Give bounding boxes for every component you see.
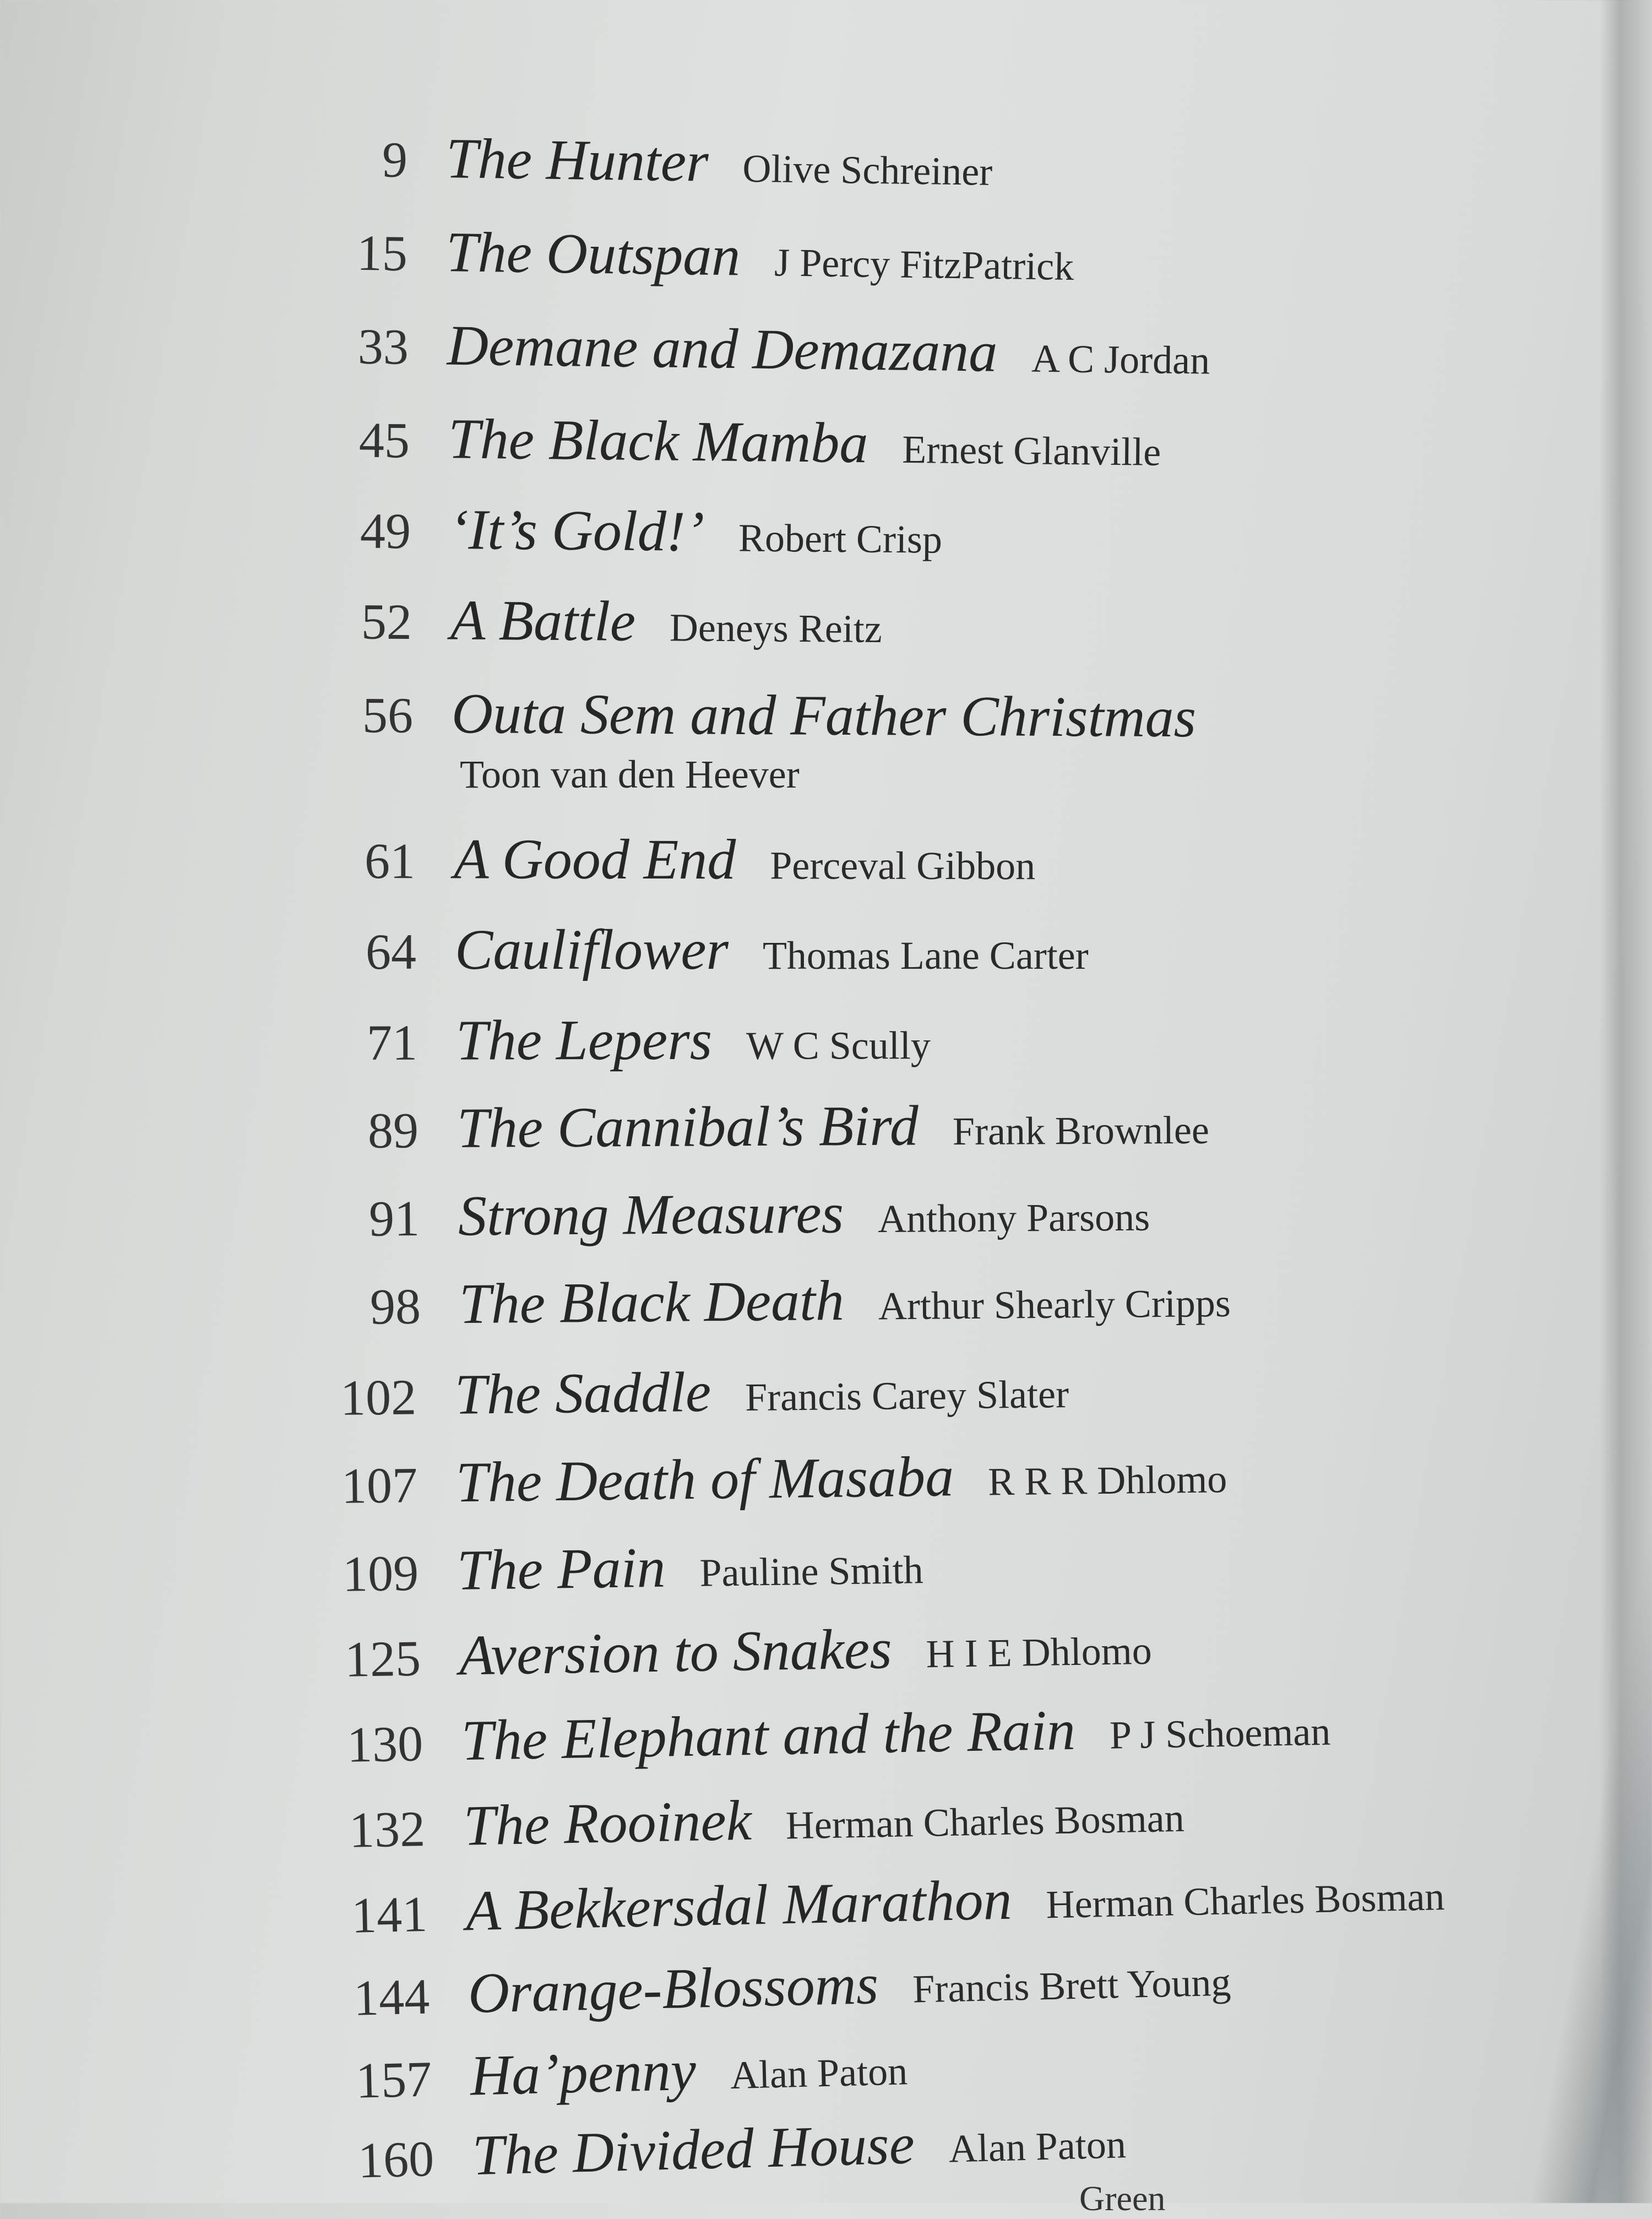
- cutoff-text: Green: [1079, 2179, 1166, 2218]
- toc-page-number: 61: [364, 833, 416, 889]
- toc-story-title: A Bekkersdal Marathon: [465, 1868, 1013, 1943]
- toc-story-title: The Saddle: [454, 1360, 711, 1426]
- toc-author: Perceval Gibbon: [770, 843, 1036, 888]
- toc-page-number: 132: [349, 1800, 426, 1858]
- toc-entry: [338, 1612, 1152, 1690]
- toc-page-number: 33: [357, 318, 409, 375]
- toc-story-title: The Elephant and the Rain: [460, 1698, 1076, 1773]
- toc-story-title: The Black Mamba: [448, 407, 869, 475]
- toc-page-number: 64: [366, 924, 416, 980]
- toc-entry: [344, 1858, 1446, 1946]
- toc-story-title: The Pain: [457, 1536, 666, 1602]
- toc-entry: [333, 826, 1035, 893]
- toc-author: Arthur Shearly Cripps: [878, 1281, 1231, 1328]
- toc-author: Alan Paton: [948, 2122, 1127, 2171]
- toc-author: Anthony Parsons: [877, 1195, 1150, 1241]
- toc-author: Alan Paton: [730, 2049, 908, 2098]
- toc-page-number: 56: [362, 687, 414, 744]
- toc-entry: [324, 218, 1074, 294]
- toc-author: Francis Carey Slater: [745, 1372, 1069, 1420]
- toc-page-number: 107: [341, 1457, 418, 1514]
- toc-story-title: The Rooinek: [463, 1788, 752, 1858]
- toc-entry: [329, 587, 883, 656]
- toc-entry: [336, 1092, 1209, 1162]
- toc-author: Toon van den Heever: [460, 752, 800, 796]
- toc-entry: [342, 1779, 1185, 1861]
- toc-story-title: Strong Measures: [458, 1181, 844, 1248]
- toc-story-title: ‘It’s Gold!’: [449, 497, 705, 563]
- toc-author: W C Scully: [746, 1023, 931, 1068]
- toc-author: A C Jordan: [1031, 336, 1210, 383]
- toc-entry: [325, 311, 1210, 388]
- toc-story-title: A Good End: [453, 827, 736, 892]
- toc-entry: [328, 496, 942, 567]
- toc-author: Francis Brett Young: [912, 1960, 1232, 2011]
- toc-page-number: 130: [346, 1715, 423, 1773]
- toc-page-number: 49: [360, 502, 411, 560]
- toc-page-number: 15: [356, 224, 408, 282]
- toc-entry: [349, 2032, 909, 2112]
- toc-author: Olive Schreiner: [742, 146, 993, 194]
- toc-author: Herman Charles Bosman: [785, 1795, 1185, 1848]
- toc-page-number: 157: [355, 2050, 433, 2109]
- toc-page-number: 52: [361, 593, 412, 650]
- toc-entry: [335, 1007, 931, 1073]
- toc-page-number: 160: [357, 2130, 435, 2189]
- toc-entry: [330, 680, 1197, 750]
- toc-author: Ernest Glanville: [901, 427, 1161, 474]
- toc-page-number: 125: [344, 1630, 421, 1688]
- toc-story-title: The Lepers: [455, 1008, 713, 1072]
- toc-page-number: 144: [352, 1968, 431, 2026]
- toc-author: R R R Dhlomo: [987, 1457, 1227, 1504]
- toc-story-title: Ha’penny: [469, 2038, 697, 2108]
- toc-page-number: 45: [358, 411, 410, 469]
- toc-page-number: 91: [368, 1190, 420, 1247]
- toc-story-title: Demane and Demazana: [447, 313, 998, 384]
- toc-entry: [337, 1179, 1150, 1250]
- toc-entry: [334, 917, 1089, 983]
- toc-story-title: The Death of Masaba: [455, 1445, 954, 1515]
- toc-story-title: Orange-Blossoms: [467, 1952, 879, 2025]
- toc-author: H I E Dhlomo: [926, 1628, 1153, 1677]
- toc-author: Deneys Reitz: [669, 605, 883, 652]
- page-gutter-shadow: [1600, 0, 1652, 2203]
- toc-story-title: The Hunter: [445, 127, 709, 194]
- toc-author: J Percy FitzPatrick: [774, 240, 1074, 289]
- toc-page-number: 71: [366, 1014, 418, 1071]
- toc-page-number: 141: [351, 1885, 428, 1944]
- toc-author: Thomas Lane Carter: [762, 934, 1089, 978]
- toc-page-number: 89: [367, 1102, 419, 1159]
- toc-story-title: The Divided House: [471, 2112, 916, 2188]
- toc-entry: [333, 1355, 1069, 1429]
- toc-story-title: The Black Death: [459, 1268, 845, 1336]
- toc-story-title: Aversion to Snakes: [459, 1617, 893, 1688]
- toc-author: Herman Charles Bosman: [1045, 1874, 1446, 1927]
- toc-entry: [335, 1531, 923, 1605]
- toc-story-title: The Cannibal’s Bird: [457, 1094, 919, 1160]
- toc-entry: [327, 405, 1161, 479]
- toc-author: Pauline Smith: [699, 1548, 924, 1595]
- toc-author: P J Schoeman: [1109, 1709, 1331, 1757]
- toc-entry: [350, 2106, 1127, 2191]
- toc-author: Frank Brownlee: [952, 1108, 1210, 1154]
- toc-entry: [334, 1440, 1227, 1517]
- toc-story-title: A Battle: [450, 588, 636, 653]
- toc-entry: [324, 124, 993, 199]
- toc-story-title: Outa Sem and Father Christmas: [451, 682, 1197, 750]
- toc-page-number: 102: [340, 1369, 417, 1426]
- toc-page-number: 109: [342, 1544, 419, 1602]
- toc-author: Robert Crisp: [738, 516, 943, 562]
- toc-page-number: 9: [382, 131, 408, 188]
- toc-story-title: The Outspan: [445, 220, 741, 288]
- toc-entry: [346, 1944, 1232, 2029]
- toc-entry: [338, 1265, 1231, 1338]
- toc-page-number: 98: [369, 1278, 421, 1335]
- toc-story-title: Cauliflower: [455, 918, 729, 981]
- toc-entry: [340, 1693, 1331, 1776]
